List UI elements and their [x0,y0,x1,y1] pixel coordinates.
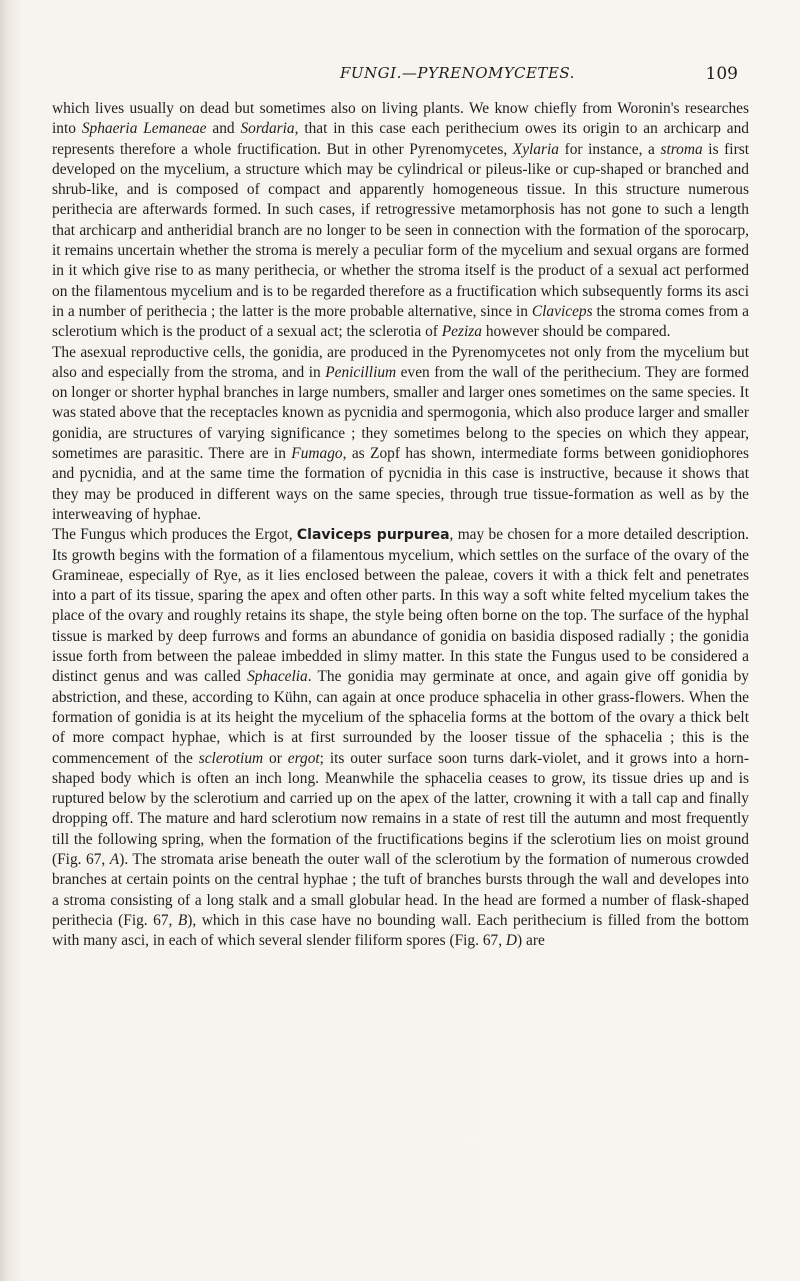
text-run: ) are [517,932,545,950]
italic-term: Penicillium [325,363,397,381]
text-run: , may be chosen for a more detailed description. Its growth begins with the formation of a filamentous mycelium, which settles on the surface of the ovary of the Gramineae, especially of Rye, as it lies enclosed between the paleae, covers it with a thick felt and penetrates into a part of its tissue, sparing the apex and often other parts. In this way a soft white felted mycelium takes the place of the ovary and roughly retains its shape, the style being often borne on the top. The surface of the hyphal tissue is marked by deep furrows and forms an abundance of gonidia on basidia disposed radially ; the gonidia issue forth from between the paleae imbedded in slimy matter. In this state the Fungus used to be considered a distinct genus and was called [52,526,749,686]
text-run: or [263,749,288,767]
italic-term: Xylaria [512,140,559,158]
italic-term: stroma [660,140,703,158]
bold-term: Claviceps purpurea [296,527,450,544]
text-run: the stroma comes from a sclerotium which is the product of a sexual act; the sclerotia of [52,302,750,341]
text-run: for instance, a [558,140,661,158]
text-run: ; its outer surface soon turns dark-violet, and it grows into a horn-shaped body which is often an inch long. Meanwhile the sphacelia ceases to grow, its tissue dries up and is ruptured below by the sclerotium and carried up on the apex of the latter, crowning it with a tall cap and finally dropping off. The mature and hard sclerotium now remains in a state of rest till the autumn and most frequently till the following spring, when the formation of the fructifications begins if the sclerotium lies on moist ground (Fig. 67, [52,749,749,868]
paragraph [52,99,749,343]
text-run: which lives usually on dead but sometimes also on living plants. We know chiefly from Woronin's researches into [52,100,749,138]
text-run: ), which in this case have no bounding wall. Each perithecium is filled from the bottom with many asci, in each of which several slender filiform spores (Fig. 67, [52,911,749,950]
italic-term: Claviceps [531,302,593,320]
running-title: FUNGI.—PYRENOMYCETES. [340,64,575,82]
text-run: The Fungus which produces the Ergot, [52,526,297,544]
text-run: , that in this case each perithecium owes its origin to an archicarp and represents therefore a whole fructification. But in other Pyrenomycetes, [52,120,749,158]
italic-term: Fumago [291,445,343,463]
text-run: ). The stromata arise beneath the outer wall of the sclerotium by the formation of numerous crowded branches at certain points on the central hyphae ; the tuft of branches bursts through the wall and developes into a stroma consisting of a long stalk and a small globular head. In the head are formed a number of flask-shaped perithecia (Fig. 67, [52,850,750,929]
text-run: is first developed on the mycelium, a structure which may be cylindrical or pileus-like or cup-shaped or branched and shrub-like, and is composed of compact and apparently homogeneous tissue. In this structure numerous perithecia are afterwards formed. In such cases, if retrogressive metamorphosis has not gone to such a length that archicarp and antheridial branch are no longer to be seen in connection with the formation of the sporocarp, it remains uncertain whether the stroma is merely a peculiar form of the mycelium and sexual organs are formed in it which give rise to as many perithecia, or whether the stroma itself is the product of a sexual act performed on the filamentous mycelium and is to be regarded therefore as a fructification which subsequently forms its asci in a number of perithecia ; the latter is the more probable alternative, since in [52,140,749,320]
italic-term: A [109,850,120,868]
italic-term: Peziza [441,323,482,341]
paragraph [52,343,749,526]
page-number: 109 [705,64,738,84]
italic-term: B [177,911,188,929]
text-run: and [206,120,241,138]
text-run: . The gonidia may germinate at once, and again give off gonidia by abstriction, and these, according to Kühn, can again at once produce sphacelia in other grass-flowers. When the formation of gonidia is at its height the mycelium of the sphacelia forms at the bottom of the ovary a thick belt of more compact hyphae, which is at first surrounded by the looser tissue of the sphacelia ; this is the commencement of the [52,668,749,767]
italic-term: Sordaria [240,120,295,138]
text-run: even from the wall of the perithecium. They are formed on longer or shorter hyphal branches in large numbers, smaller and larger ones sometimes on the same species. It was stated above that the receptacles known as pycnidia and spermogonia, which also produce larger and smaller gonidia, are structures of varying significance ; they sometimes belong to the species on which they appear, sometimes are parasitic. There are in [52,363,750,463]
text-run: , as Zopf has shown, intermediate forms between gonidiophores and pycnidia, and at the same time the formation of pycnidia in this case is instructive, because it shows that they may be produced in different ways on the same species, through true tissue-formation as well as by the interweaving of hyphae. [52,445,749,523]
text-run: The asexual reproductive cells, the gonidia, are produced in the Pyrenomycetes not only from the mycelium but also and especially from the stroma, and in [52,343,749,381]
italic-term: D [505,932,518,950]
italic-term: Sphacelia [247,668,308,686]
body-text [52,99,749,951]
italic-term: ergot [287,749,320,767]
italic-term: Sphaeria Lemaneae [81,120,207,138]
paragraph [52,525,749,951]
italic-term: sclerotium [198,749,264,767]
page-header [0,64,800,88]
text-run: however should be compared. [481,323,671,341]
